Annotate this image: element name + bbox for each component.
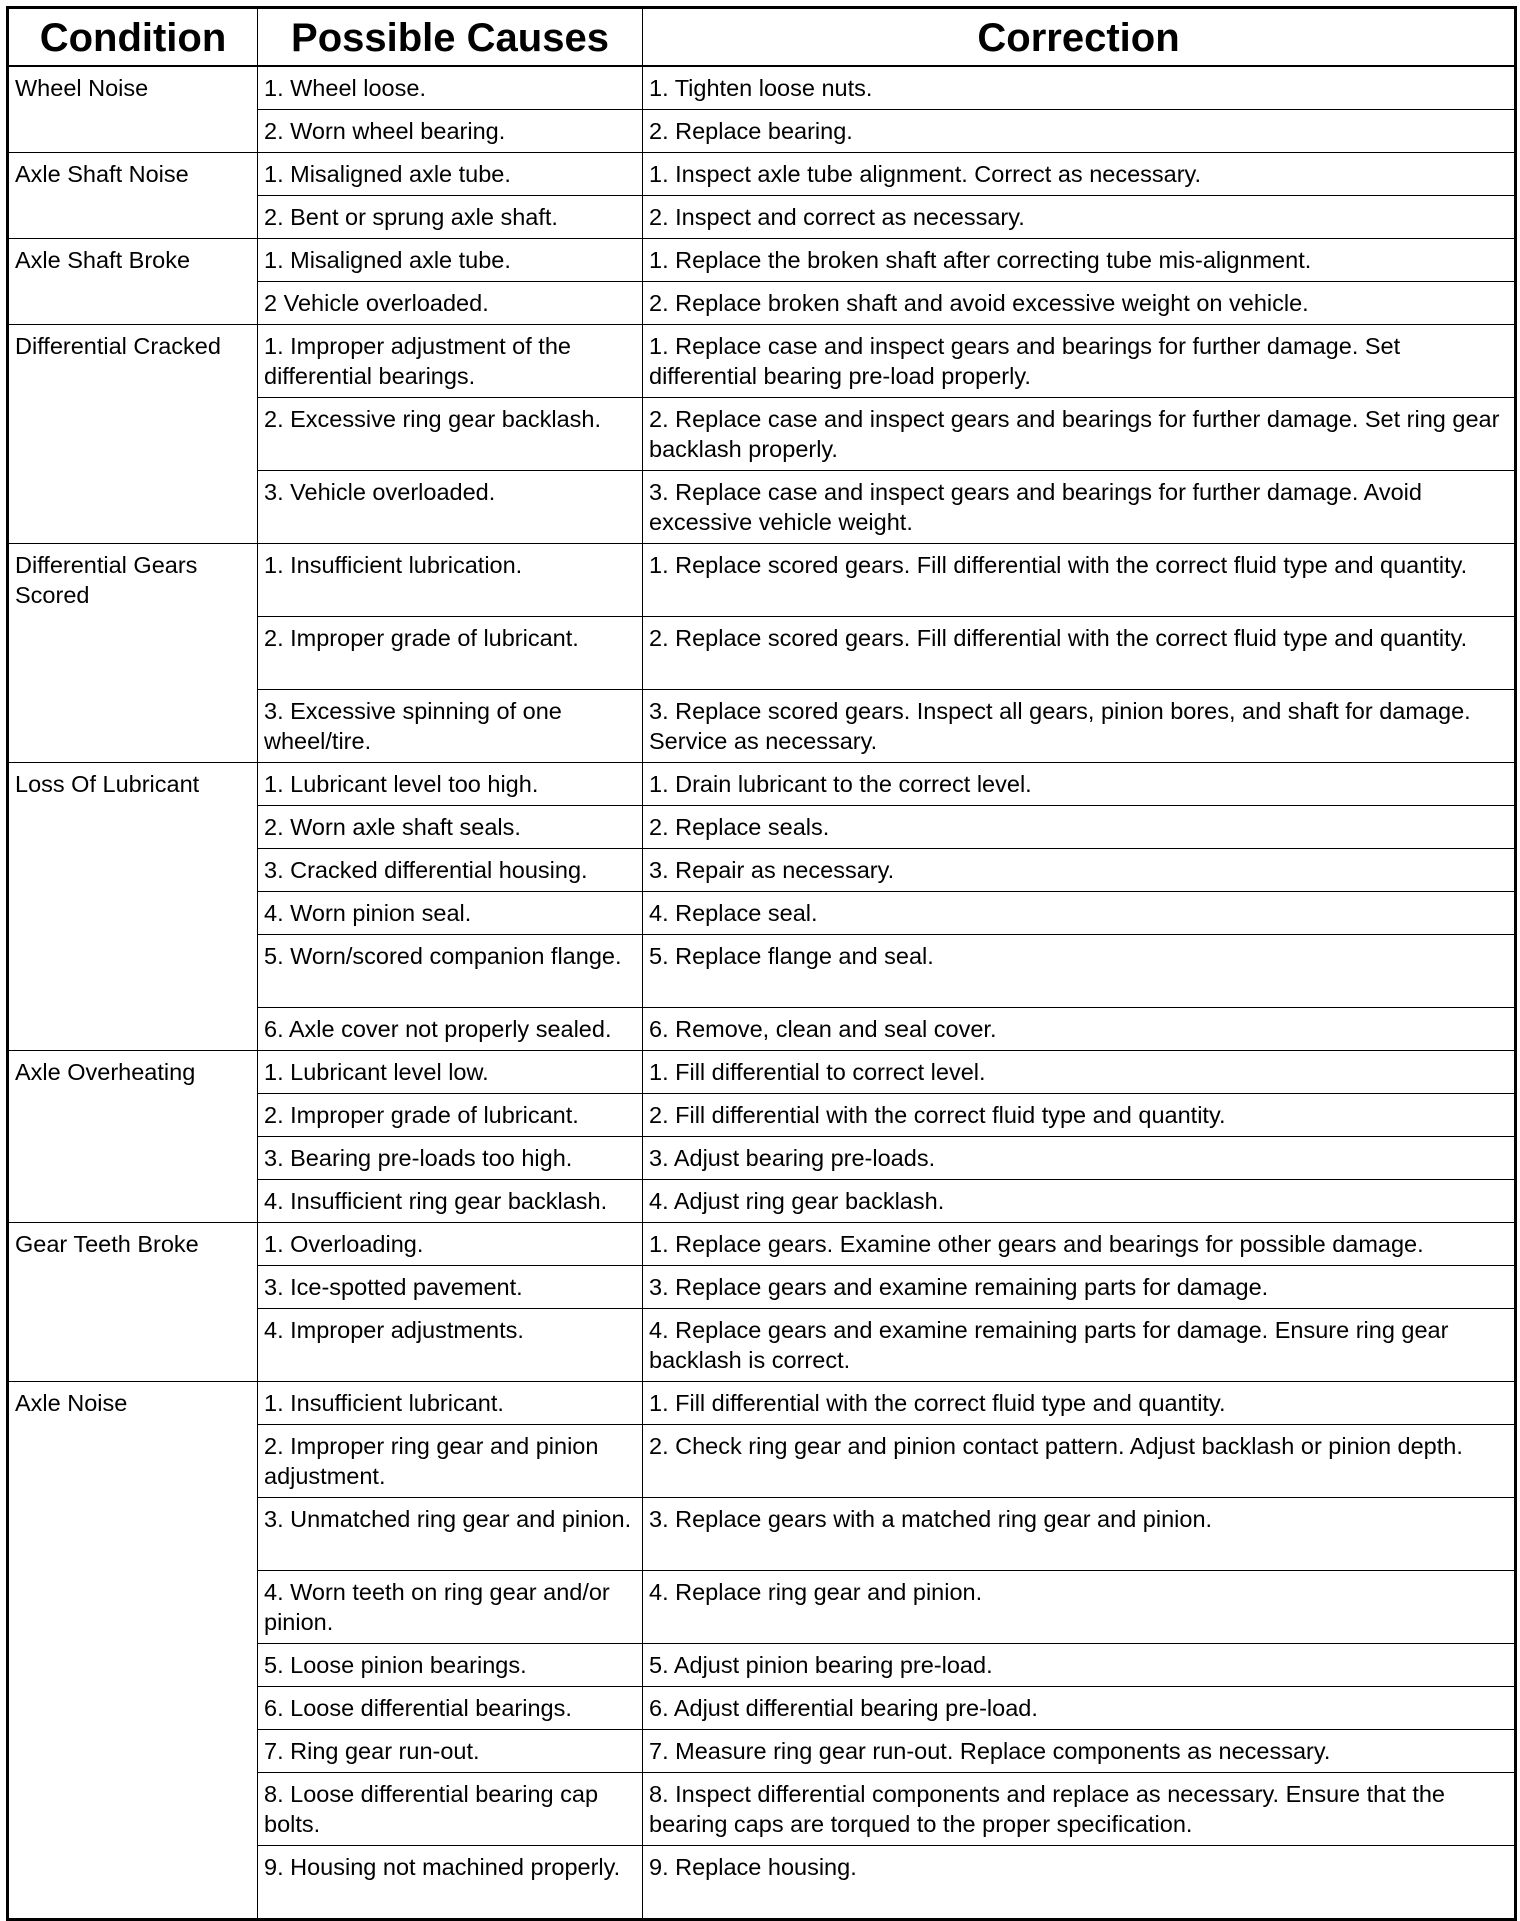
cause-cell: 4. Insufficient ring gear backlash. [258,1180,643,1223]
correction-cell: 2. Replace seals. [643,806,1516,849]
correction-cell: 1. Fill differential with the correct fluid type and quantity. [643,1382,1516,1425]
correction-cell: 1. Replace case and inspect gears and bearings for further damage. Set differential bearing pre-load properly. [643,325,1516,398]
header-condition: Condition [8,8,258,67]
cause-cell: 2. Worn wheel bearing. [258,110,643,153]
cause-cell: 4. Worn pinion seal. [258,892,643,935]
header-row [8,8,1516,67]
cause-cell: 8. Loose differential bearing cap bolts. [258,1773,643,1846]
correction-cell: 6. Adjust differential bearing pre-load. [643,1687,1516,1730]
correction-cell: 3. Adjust bearing pre-loads. [643,1137,1516,1180]
table-row [8,325,1516,398]
cause-cell: 1. Lubricant level too high. [258,763,643,806]
correction-cell: 2. Replace case and inspect gears and bearings for further damage. Set ring gear backlash properly. [643,398,1516,471]
condition-cell: Axle Noise [8,1382,258,1920]
correction-cell: 3. Replace case and inspect gears and bearings for further damage. Avoid excessive vehicle weight. [643,471,1516,544]
table-row [8,1223,1516,1266]
correction-cell: 5. Replace flange and seal. [643,935,1516,1008]
header-correction: Correction [643,8,1516,67]
condition-cell: Axle Shaft Noise [8,153,258,239]
correction-cell: 1. Replace the broken shaft after correcting tube mis-alignment. [643,239,1516,282]
correction-cell: 4. Replace gears and examine remaining parts for damage. Ensure ring gear backlash is correct. [643,1309,1516,1382]
cause-cell: 2. Bent or sprung axle shaft. [258,196,643,239]
cause-cell: 3. Vehicle overloaded. [258,471,643,544]
correction-cell: 2. Replace bearing. [643,110,1516,153]
correction-cell: 1. Replace scored gears. Fill differential with the correct fluid type and quantity. [643,544,1516,617]
correction-cell: 8. Inspect differential components and replace as necessary. Ensure that the bearing caps are torqued to the proper specification. [643,1773,1516,1846]
correction-cell: 3. Replace gears with a matched ring gear and pinion. [643,1498,1516,1571]
correction-cell: 3. Repair as necessary. [643,849,1516,892]
correction-cell: 4. Replace ring gear and pinion. [643,1571,1516,1644]
cause-cell: 1. Misaligned axle tube. [258,153,643,196]
cause-cell: 1. Wheel loose. [258,66,643,110]
cause-cell: 2. Worn axle shaft seals. [258,806,643,849]
condition-cell: Axle Shaft Broke [8,239,258,325]
correction-cell: 2. Inspect and correct as necessary. [643,196,1516,239]
diagnosis-table [6,6,1517,1921]
table-row [8,153,1516,196]
cause-cell: 2. Excessive ring gear backlash. [258,398,643,471]
correction-cell: 1. Drain lubricant to the correct level. [643,763,1516,806]
header-possible-causes: Possible Causes [258,8,643,67]
cause-cell: 1. Improper adjustment of the differential bearings. [258,325,643,398]
condition-cell: Axle Overheating [8,1051,258,1223]
table-row [8,239,1516,282]
correction-cell: 1. Replace gears. Examine other gears and bearings for possible damage. [643,1223,1516,1266]
condition-cell: Loss Of Lubricant [8,763,258,1051]
table-row [8,66,1516,110]
cause-cell: 1. Lubricant level low. [258,1051,643,1094]
cause-cell: 6. Loose differential bearings. [258,1687,643,1730]
condition-cell: Gear Teeth Broke [8,1223,258,1382]
correction-cell: 6. Remove, clean and seal cover. [643,1008,1516,1051]
cause-cell: 5. Worn/scored companion flange. [258,935,643,1008]
condition-cell: Wheel Noise [8,66,258,153]
cause-cell: 2. Improper ring gear and pinion adjustment. [258,1425,643,1498]
cause-cell: 1. Insufficient lubricant. [258,1382,643,1425]
correction-cell: 9. Replace housing. [643,1846,1516,1920]
cause-cell: 3. Bearing pre-loads too high. [258,1137,643,1180]
correction-cell: 1. Inspect axle tube alignment. Correct as necessary. [643,153,1516,196]
table-row [8,1382,1516,1425]
correction-cell: 2. Replace scored gears. Fill differential with the correct fluid type and quantity. [643,617,1516,690]
correction-cell: 3. Replace scored gears. Inspect all gears, pinion bores, and shaft for damage. Service as necessary. [643,690,1516,763]
correction-cell: 4. Adjust ring gear backlash. [643,1180,1516,1223]
cause-cell: 2. Improper grade of lubricant. [258,617,643,690]
cause-cell: 3. Cracked differential housing. [258,849,643,892]
table-row [8,544,1516,617]
correction-cell: 1. Fill differential to correct level. [643,1051,1516,1094]
cause-cell: 1. Insufficient lubrication. [258,544,643,617]
correction-cell: 1. Tighten loose nuts. [643,66,1516,110]
condition-cell: Differential Cracked [8,325,258,544]
cause-cell: 3. Excessive spinning of one wheel/tire. [258,690,643,763]
cause-cell: 4. Worn teeth on ring gear and/or pinion. [258,1571,643,1644]
correction-cell: 2. Fill differential with the correct fluid type and quantity. [643,1094,1516,1137]
correction-cell: 3. Replace gears and examine remaining parts for damage. [643,1266,1516,1309]
correction-cell: 5. Adjust pinion bearing pre-load. [643,1644,1516,1687]
cause-cell: 2 Vehicle overloaded. [258,282,643,325]
cause-cell: 7. Ring gear run-out. [258,1730,643,1773]
cause-cell: 2. Improper grade of lubricant. [258,1094,643,1137]
correction-cell: 2. Check ring gear and pinion contact pattern. Adjust backlash or pinion depth. [643,1425,1516,1498]
cause-cell: 3. Ice-spotted pavement. [258,1266,643,1309]
cause-cell: 4. Improper adjustments. [258,1309,643,1382]
correction-cell: 2. Replace broken shaft and avoid excessive weight on vehicle. [643,282,1516,325]
table-row [8,1051,1516,1094]
condition-cell: Differential Gears Scored [8,544,258,763]
correction-cell: 4. Replace seal. [643,892,1516,935]
cause-cell: 1. Overloading. [258,1223,643,1266]
cause-cell: 9. Housing not machined properly. [258,1846,643,1920]
cause-cell: 3. Unmatched ring gear and pinion. [258,1498,643,1571]
table-row [8,763,1516,806]
cause-cell: 6. Axle cover not properly sealed. [258,1008,643,1051]
cause-cell: 1. Misaligned axle tube. [258,239,643,282]
correction-cell: 7. Measure ring gear run-out. Replace components as necessary. [643,1730,1516,1773]
cause-cell: 5. Loose pinion bearings. [258,1644,643,1687]
table-body [8,66,1516,1920]
